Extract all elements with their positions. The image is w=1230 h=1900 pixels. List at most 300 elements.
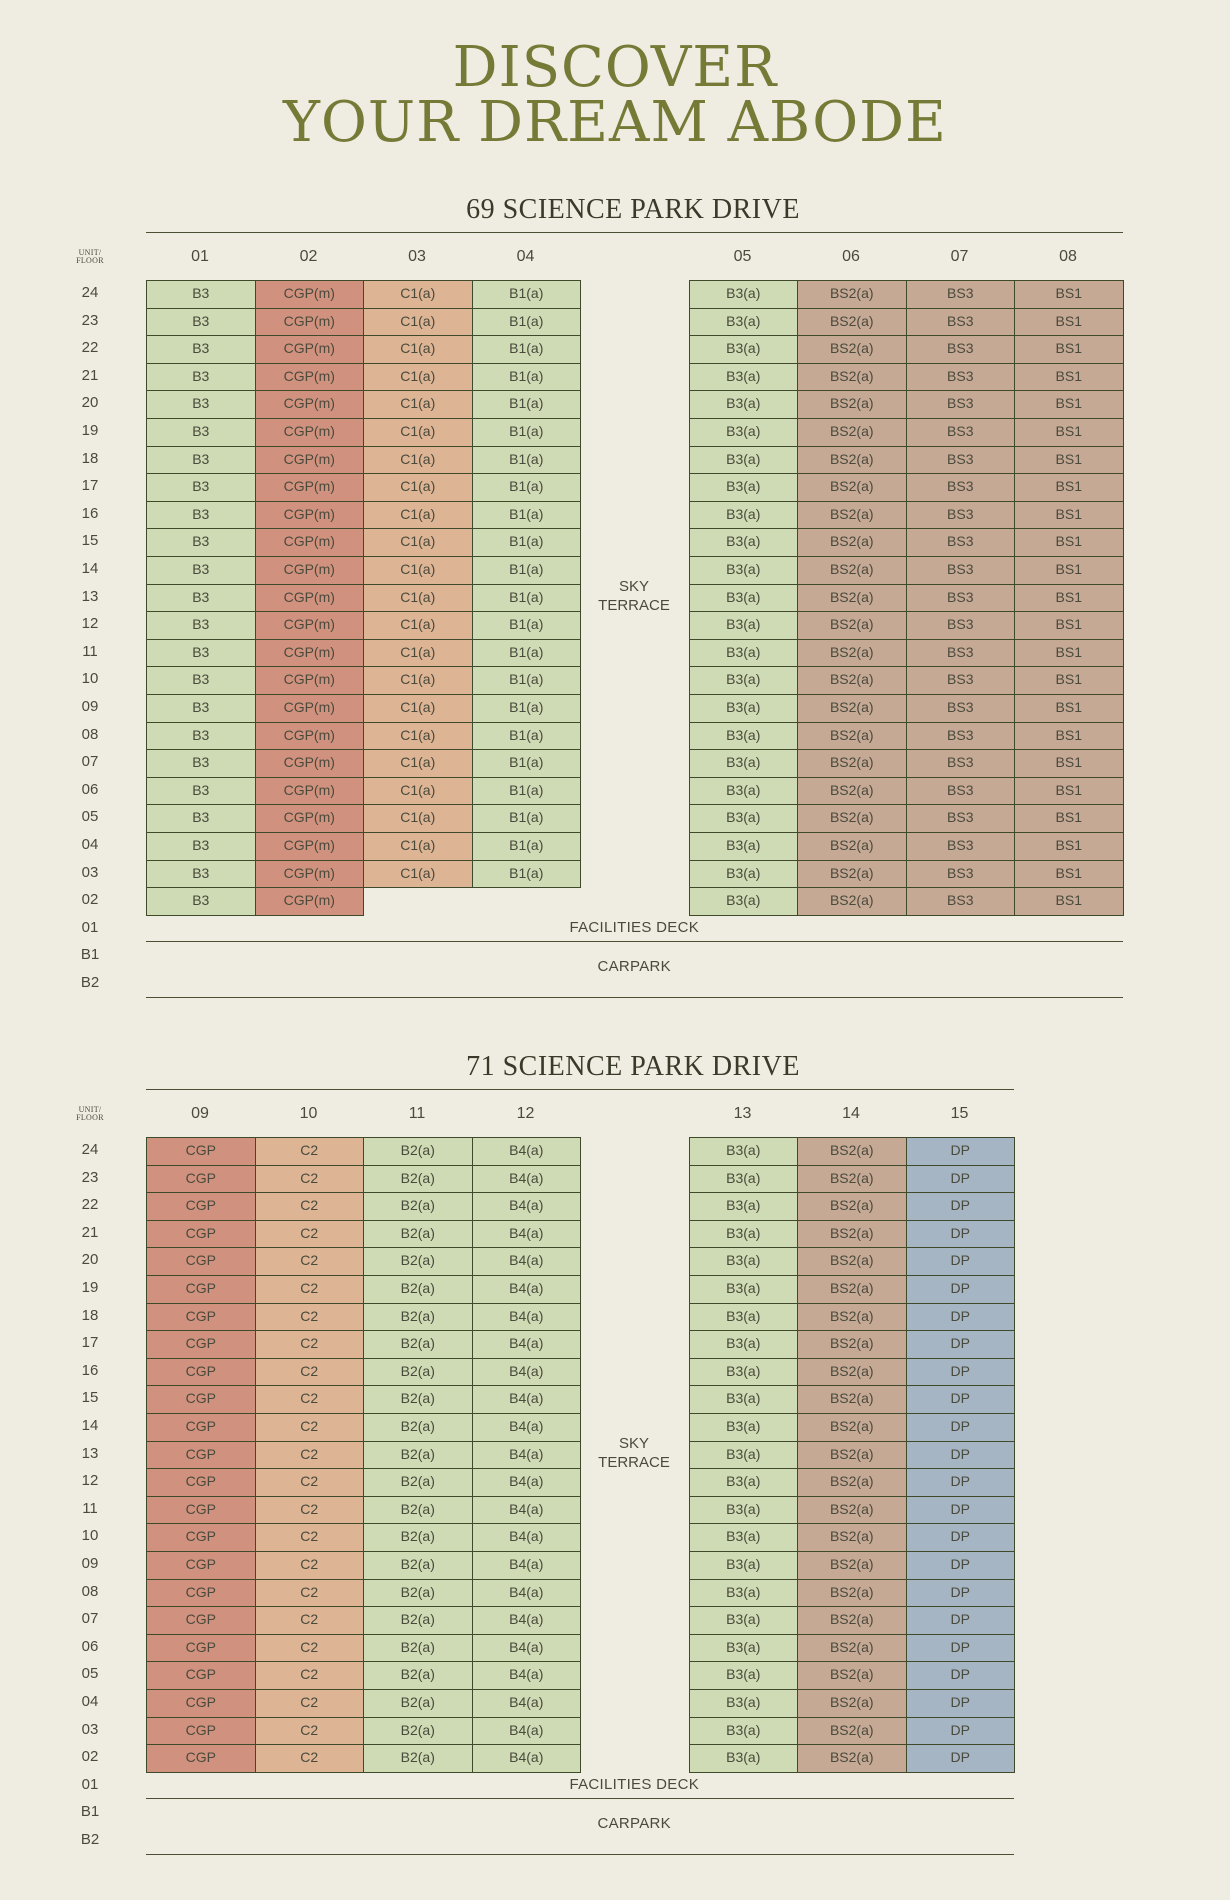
facilities-deck-label: FACILITIES DECK bbox=[569, 1775, 700, 1793]
unit-cell: BS2(a) bbox=[797, 1496, 907, 1525]
unit-cell: B3 bbox=[146, 390, 256, 419]
unit-cell: CGP(m) bbox=[255, 363, 365, 392]
unit-cell: B3(a) bbox=[689, 1275, 799, 1304]
unit-cell: BS3 bbox=[906, 832, 1016, 861]
unit-cell: BS2(a) bbox=[797, 1358, 907, 1387]
unit-column-header: 13 bbox=[733, 1105, 752, 1122]
floor-label: 12 bbox=[81, 1472, 99, 1490]
unit-cell: DP bbox=[906, 1192, 1016, 1221]
unit-cell: C2 bbox=[255, 1247, 365, 1276]
unit-cell: B3(a) bbox=[689, 1551, 799, 1580]
unit-cell: CGP(m) bbox=[255, 832, 365, 861]
floor-label: 17 bbox=[81, 477, 99, 495]
floor-label: B2 bbox=[80, 974, 100, 991]
unit-cell: B3(a) bbox=[689, 390, 799, 419]
unit-cell: B2(a) bbox=[363, 1523, 473, 1552]
unit-column-header: 11 bbox=[408, 1105, 426, 1122]
unit-cell: B2(a) bbox=[363, 1385, 473, 1414]
unit-cell: B4(a) bbox=[472, 1689, 582, 1718]
floor-label: 03 bbox=[81, 1720, 99, 1738]
unit-cell: CGP(m) bbox=[255, 639, 365, 668]
floor-label: B2 bbox=[80, 1831, 100, 1848]
unit-column-header: 09 bbox=[191, 1105, 209, 1122]
unit-cell: B1(a) bbox=[472, 335, 582, 364]
unit-cell: B3 bbox=[146, 363, 256, 392]
unit-cell: BS2(a) bbox=[797, 1468, 907, 1497]
unit-cell: B3(a) bbox=[689, 804, 799, 833]
unit-cell: BS2(a) bbox=[797, 1303, 907, 1332]
unit-cell: BS1 bbox=[1014, 280, 1124, 309]
unit-cell: BS2(a) bbox=[797, 501, 907, 530]
unit-cell: B1(a) bbox=[472, 363, 582, 392]
unit-cell: BS2(a) bbox=[797, 1606, 907, 1635]
unit-cell: B3(a) bbox=[689, 1717, 799, 1746]
unit-cell: BS2(a) bbox=[797, 1744, 907, 1773]
unit-cell: C1(a) bbox=[363, 418, 473, 447]
unit-cell: B1(a) bbox=[472, 694, 582, 723]
unit-cell: C1(a) bbox=[363, 749, 473, 778]
unit-cell: BS2(a) bbox=[797, 418, 907, 447]
floor-label: 01 bbox=[81, 1775, 99, 1793]
unit-cell: CGP(m) bbox=[255, 473, 365, 502]
unit-cell: B3 bbox=[146, 860, 256, 889]
unit-cell: B3(a) bbox=[689, 1330, 799, 1359]
floor-label: 04 bbox=[81, 836, 99, 853]
floor-label: 24 bbox=[81, 284, 99, 301]
unit-cell: BS2(a) bbox=[797, 473, 907, 502]
unit-cell: BS2(a) bbox=[797, 1634, 907, 1663]
unit-cell: DP bbox=[906, 1303, 1016, 1332]
unit-cell: B4(a) bbox=[472, 1385, 582, 1414]
unit-cell: B3 bbox=[146, 335, 256, 364]
unit-cell: B3(a) bbox=[689, 639, 799, 668]
unit-cell: BS2(a) bbox=[797, 1192, 907, 1221]
unit-cell: BS2(a) bbox=[797, 1137, 907, 1166]
floor-label: 19 bbox=[81, 422, 99, 439]
unit-cell: BS1 bbox=[1014, 777, 1124, 806]
unit-cell: DP bbox=[906, 1413, 1016, 1442]
unit-cell: B2(a) bbox=[363, 1192, 473, 1221]
unit-cell: BS1 bbox=[1014, 749, 1124, 778]
unit-cell: BS3 bbox=[906, 446, 1016, 475]
unit-cell: B1(a) bbox=[472, 584, 582, 613]
unit-cell: B4(a) bbox=[472, 1496, 582, 1525]
unit-cell: C1(a) bbox=[363, 363, 473, 392]
carpark-rule bbox=[146, 997, 1123, 998]
unit-cell: BS2(a) bbox=[797, 694, 907, 723]
unit-cell: B3 bbox=[146, 777, 256, 806]
unit-cell: BS3 bbox=[906, 418, 1016, 447]
unit-cell: CGP bbox=[146, 1247, 256, 1276]
unit-cell: B4(a) bbox=[472, 1468, 582, 1497]
unit-cell: B3(a) bbox=[689, 1468, 799, 1497]
unit-cell: B2(a) bbox=[363, 1165, 473, 1194]
unit-cell: BS1 bbox=[1014, 308, 1124, 337]
unit-cell: CGP bbox=[146, 1385, 256, 1414]
unit-cell: B4(a) bbox=[472, 1441, 582, 1470]
unit-cell: BS2(a) bbox=[797, 777, 907, 806]
unit-cell: B3(a) bbox=[689, 1192, 799, 1221]
unit-cell: BS2(a) bbox=[797, 308, 907, 337]
unit-cell: B3(a) bbox=[689, 1689, 799, 1718]
unit-column-header: 03 bbox=[408, 248, 426, 265]
unit-cell: CGP bbox=[146, 1634, 256, 1663]
unit-cell: B1(a) bbox=[472, 308, 582, 337]
unit-cell: B1(a) bbox=[472, 777, 582, 806]
unit-cell: C1(a) bbox=[363, 335, 473, 364]
unit-cell: C1(a) bbox=[363, 694, 473, 723]
unit-cell: CGP bbox=[146, 1358, 256, 1387]
unit-cell: BS2(a) bbox=[797, 1275, 907, 1304]
unit-cell: B3 bbox=[146, 418, 256, 447]
unit-cell: C2 bbox=[255, 1717, 365, 1746]
unit-cell: B1(a) bbox=[472, 473, 582, 502]
unit-cell: C2 bbox=[255, 1551, 365, 1580]
floor-label: 18 bbox=[81, 449, 99, 467]
unit-cell: BS3 bbox=[906, 390, 1016, 419]
unit-cell: B3 bbox=[146, 556, 256, 585]
unit-cell: B3(a) bbox=[689, 446, 799, 475]
unit-cell: BS2(a) bbox=[797, 1330, 907, 1359]
unit-cell: DP bbox=[906, 1661, 1016, 1690]
unit-cell: B2(a) bbox=[363, 1330, 473, 1359]
unit-cell: B1(a) bbox=[472, 860, 582, 889]
unit-cell: BS3 bbox=[906, 860, 1016, 889]
unit-cell: CGP bbox=[146, 1689, 256, 1718]
unit-cell: C1(a) bbox=[363, 584, 473, 613]
unit-cell: B3 bbox=[146, 639, 256, 668]
unit-cell: CGP(m) bbox=[255, 749, 365, 778]
unit-cell: B4(a) bbox=[472, 1192, 582, 1221]
unit-cell: C1(a) bbox=[363, 832, 473, 861]
unit-cell: CGP(m) bbox=[255, 335, 365, 364]
floor-label: 03 bbox=[81, 863, 99, 881]
unit-cell: DP bbox=[906, 1275, 1016, 1304]
unit-cell: B3(a) bbox=[689, 722, 799, 751]
unit-cell: C2 bbox=[255, 1634, 365, 1663]
unit-cell: B1(a) bbox=[472, 666, 582, 695]
unit-column-header: 12 bbox=[516, 1105, 535, 1122]
unit-cell: CGP(m) bbox=[255, 666, 365, 695]
unit-cell: B1(a) bbox=[472, 749, 582, 778]
unit-cell: BS1 bbox=[1014, 694, 1124, 723]
floor-label: 21 bbox=[81, 1223, 99, 1241]
unit-cell: C2 bbox=[255, 1579, 365, 1608]
unit-cell: CGP bbox=[146, 1137, 256, 1166]
floor-label: 17 bbox=[81, 1334, 99, 1352]
unit-cell: C2 bbox=[255, 1385, 365, 1414]
floor-label: 10 bbox=[81, 670, 99, 688]
facilities-rule bbox=[146, 941, 1123, 942]
unit-cell: C2 bbox=[255, 1358, 365, 1387]
unit-cell: BS3 bbox=[906, 722, 1016, 751]
unit-cell: B3(a) bbox=[689, 1579, 799, 1608]
unit-cell: B3 bbox=[146, 722, 256, 751]
unit-cell: B2(a) bbox=[363, 1744, 473, 1773]
unit-cell: B4(a) bbox=[472, 1661, 582, 1690]
unit-cell: B3 bbox=[146, 832, 256, 861]
floor-label: 09 bbox=[81, 698, 99, 715]
unit-cell: CGP bbox=[146, 1413, 256, 1442]
unit-cell: B3(a) bbox=[689, 1247, 799, 1276]
unit-cell: CGP bbox=[146, 1661, 256, 1690]
unit-cell: B3(a) bbox=[689, 1303, 799, 1332]
sky-terrace-label-2: TERRACE bbox=[598, 597, 670, 615]
unit-cell: B3(a) bbox=[689, 860, 799, 889]
unit-cell: B2(a) bbox=[363, 1496, 473, 1525]
unit-cell: B1(a) bbox=[472, 390, 582, 419]
unit-column-header: 07 bbox=[950, 248, 969, 265]
unit-cell: BS1 bbox=[1014, 639, 1124, 668]
unit-cell: B2(a) bbox=[363, 1551, 473, 1580]
unit-cell: C1(a) bbox=[363, 501, 473, 530]
unit-floor-label-1: UNIT/ bbox=[78, 1105, 102, 1114]
unit-cell: B2(a) bbox=[363, 1358, 473, 1387]
unit-cell: BS2(a) bbox=[797, 584, 907, 613]
unit-cell: B3(a) bbox=[689, 666, 799, 695]
floor-label: 16 bbox=[81, 504, 99, 522]
unit-cell: C2 bbox=[255, 1661, 365, 1690]
unit-cell: BS2(a) bbox=[797, 804, 907, 833]
unit-cell: B2(a) bbox=[363, 1661, 473, 1690]
unit-cell: B4(a) bbox=[472, 1247, 582, 1276]
unit-cell: BS1 bbox=[1014, 722, 1124, 751]
unit-cell: B2(a) bbox=[363, 1634, 473, 1663]
unit-cell: BS3 bbox=[906, 280, 1016, 309]
floor-label: 11 bbox=[82, 642, 98, 660]
unit-cell: BS1 bbox=[1014, 363, 1124, 392]
unit-cell: B2(a) bbox=[363, 1247, 473, 1276]
unit-cell: BS2(a) bbox=[797, 722, 907, 751]
floor-label: 24 bbox=[81, 1141, 99, 1158]
unit-cell: DP bbox=[906, 1579, 1016, 1608]
unit-cell: DP bbox=[906, 1496, 1016, 1525]
unit-cell: C2 bbox=[255, 1330, 365, 1359]
unit-cell: BS2(a) bbox=[797, 1661, 907, 1690]
unit-cell: B1(a) bbox=[472, 804, 582, 833]
unit-cell: CGP bbox=[146, 1717, 256, 1746]
unit-cell: BS1 bbox=[1014, 832, 1124, 861]
unit-cell: BS2(a) bbox=[797, 1441, 907, 1470]
unit-cell: CGP(m) bbox=[255, 501, 365, 530]
unit-cell: B3 bbox=[146, 308, 256, 337]
unit-cell: B3(a) bbox=[689, 556, 799, 585]
unit-cell: BS1 bbox=[1014, 335, 1124, 364]
unit-cell: BS1 bbox=[1014, 473, 1124, 502]
unit-cell: C2 bbox=[255, 1275, 365, 1304]
unit-cell: B3 bbox=[146, 666, 256, 695]
unit-cell: B3(a) bbox=[689, 1385, 799, 1414]
block-title: 69 SCIENCE PARK DRIVE bbox=[466, 194, 800, 225]
unit-cell: DP bbox=[906, 1385, 1016, 1414]
floor-label: 02 bbox=[81, 1748, 99, 1766]
unit-cell: B1(a) bbox=[472, 501, 582, 530]
unit-cell: B4(a) bbox=[472, 1137, 582, 1166]
block-title: 71 SCIENCE PARK DRIVE bbox=[466, 1051, 800, 1082]
unit-cell: B4(a) bbox=[472, 1634, 582, 1663]
floor-label: 05 bbox=[81, 808, 99, 826]
unit-cell: CGP(m) bbox=[255, 611, 365, 640]
unit-cell: BS1 bbox=[1014, 584, 1124, 613]
unit-cell: CGP bbox=[146, 1275, 256, 1304]
unit-cell: C1(a) bbox=[363, 860, 473, 889]
unit-cell: CGP bbox=[146, 1496, 256, 1525]
unit-cell: BS2(a) bbox=[797, 639, 907, 668]
unit-cell: B2(a) bbox=[363, 1717, 473, 1746]
unit-cell: CGP(m) bbox=[255, 528, 365, 557]
unit-cell: DP bbox=[906, 1523, 1016, 1552]
unit-cell: B3(a) bbox=[689, 584, 799, 613]
unit-cell: B2(a) bbox=[363, 1275, 473, 1304]
unit-cell: BS3 bbox=[906, 556, 1016, 585]
unit-cell: DP bbox=[906, 1689, 1016, 1718]
unit-cell: B3(a) bbox=[689, 1744, 799, 1773]
unit-cell: B3 bbox=[146, 446, 256, 475]
floor-label: 13 bbox=[81, 587, 99, 605]
unit-cell: B3(a) bbox=[689, 1634, 799, 1663]
unit-cell: DP bbox=[906, 1468, 1016, 1497]
unit-cell: BS2(a) bbox=[797, 666, 907, 695]
unit-cell: CGP(m) bbox=[255, 694, 365, 723]
floor-label: 15 bbox=[81, 1389, 99, 1407]
unit-cell: B3(a) bbox=[689, 1220, 799, 1249]
unit-cell: C2 bbox=[255, 1192, 365, 1221]
floor-label: 01 bbox=[81, 918, 99, 936]
unit-cell: B2(a) bbox=[363, 1413, 473, 1442]
unit-cell: BS1 bbox=[1014, 887, 1124, 916]
headline-line-2: YOUR DREAM ABODE bbox=[283, 90, 947, 155]
unit-cell: BS1 bbox=[1014, 501, 1124, 530]
unit-cell: B3(a) bbox=[689, 280, 799, 309]
unit-cell: CGP bbox=[146, 1523, 256, 1552]
unit-cell: B3 bbox=[146, 804, 256, 833]
floor-label: 04 bbox=[81, 1693, 99, 1710]
unit-cell: CGP bbox=[146, 1441, 256, 1470]
unit-cell: C1(a) bbox=[363, 639, 473, 668]
unit-cell: DP bbox=[906, 1358, 1016, 1387]
unit-cell: C1(a) bbox=[363, 280, 473, 309]
floor-label: 16 bbox=[81, 1361, 99, 1379]
unit-cell: B4(a) bbox=[472, 1358, 582, 1387]
unit-cell: BS2(a) bbox=[797, 611, 907, 640]
unit-cell: BS2(a) bbox=[797, 832, 907, 861]
unit-cell: BS2(a) bbox=[797, 860, 907, 889]
unit-floor-label-1: UNIT/ bbox=[78, 248, 102, 257]
unit-cell: B1(a) bbox=[472, 280, 582, 309]
unit-cell: CGP(m) bbox=[255, 887, 365, 916]
unit-cell: CGP bbox=[146, 1551, 256, 1580]
unit-cell: BS2(a) bbox=[797, 1689, 907, 1718]
unit-cell: C1(a) bbox=[363, 666, 473, 695]
unit-cell: BS3 bbox=[906, 749, 1016, 778]
unit-cell: BS3 bbox=[906, 473, 1016, 502]
unit-cell: C1(a) bbox=[363, 804, 473, 833]
unit-cell: B3(a) bbox=[689, 1606, 799, 1635]
floor-label: 20 bbox=[81, 394, 99, 412]
unit-column-header: 04 bbox=[516, 248, 535, 265]
unit-cell: B3 bbox=[146, 749, 256, 778]
floor-label: 10 bbox=[81, 1527, 99, 1545]
unit-cell: C1(a) bbox=[363, 390, 473, 419]
unit-cell: B4(a) bbox=[472, 1220, 582, 1249]
unit-cell: B3(a) bbox=[689, 528, 799, 557]
unit-cell: CGP(m) bbox=[255, 584, 365, 613]
unit-column-header: 02 bbox=[299, 248, 318, 265]
unit-cell: DP bbox=[906, 1551, 1016, 1580]
unit-cell: C2 bbox=[255, 1468, 365, 1497]
floor-label: 07 bbox=[81, 1610, 99, 1628]
unit-cell: BS3 bbox=[906, 584, 1016, 613]
unit-column-header: 14 bbox=[842, 1105, 860, 1122]
floor-label: 12 bbox=[81, 615, 99, 633]
unit-cell: B1(a) bbox=[472, 832, 582, 861]
unit-cell: CGP(m) bbox=[255, 308, 365, 337]
unit-cell: B1(a) bbox=[472, 446, 582, 475]
unit-cell: BS3 bbox=[906, 611, 1016, 640]
unit-cell: B3 bbox=[146, 280, 256, 309]
unit-cell: CGP bbox=[146, 1330, 256, 1359]
unit-cell: B3(a) bbox=[689, 501, 799, 530]
unit-column-header: 08 bbox=[1059, 248, 1077, 265]
unit-cell: BS3 bbox=[906, 804, 1016, 833]
unit-cell: BS2(a) bbox=[797, 1717, 907, 1746]
unit-cell: B3(a) bbox=[689, 887, 799, 916]
unit-cell: C1(a) bbox=[363, 528, 473, 557]
unit-cell: B3(a) bbox=[689, 1165, 799, 1194]
unit-cell: B2(a) bbox=[363, 1468, 473, 1497]
unit-cell: C2 bbox=[255, 1744, 365, 1773]
unit-cell: B3(a) bbox=[689, 1661, 799, 1690]
floor-label: B1 bbox=[80, 946, 100, 964]
unit-cell: BS2(a) bbox=[797, 363, 907, 392]
unit-cell: BS3 bbox=[906, 777, 1016, 806]
unit-cell: B4(a) bbox=[472, 1303, 582, 1332]
unit-cell: B3(a) bbox=[689, 308, 799, 337]
unit-cell: B3(a) bbox=[689, 1523, 799, 1552]
unit-column-header: 01 bbox=[191, 248, 209, 265]
unit-cell: B3(a) bbox=[689, 1413, 799, 1442]
unit-cell: B3 bbox=[146, 611, 256, 640]
unit-cell: B3(a) bbox=[689, 1358, 799, 1387]
unit-cell: BS1 bbox=[1014, 611, 1124, 640]
unit-cell: C1(a) bbox=[363, 777, 473, 806]
unit-cell: CGP(m) bbox=[255, 860, 365, 889]
headline-line-1: DISCOVER bbox=[452, 35, 778, 100]
unit-cell: BS1 bbox=[1014, 860, 1124, 889]
unit-cell: B3(a) bbox=[689, 363, 799, 392]
unit-cell: BS1 bbox=[1014, 528, 1124, 557]
unit-cell: B3 bbox=[146, 584, 256, 613]
floor-label: 20 bbox=[81, 1251, 99, 1269]
carpark-label: CARPARK bbox=[597, 958, 671, 976]
unit-cell: C1(a) bbox=[363, 611, 473, 640]
unit-cell: B3(a) bbox=[689, 777, 799, 806]
unit-cell: B3 bbox=[146, 473, 256, 502]
unit-cell: BS3 bbox=[906, 694, 1016, 723]
unit-cell: BS1 bbox=[1014, 418, 1124, 447]
unit-cell: CGP bbox=[146, 1744, 256, 1773]
unit-cell: B2(a) bbox=[363, 1606, 473, 1635]
unit-cell: B3(a) bbox=[689, 832, 799, 861]
unit-column-header: 10 bbox=[299, 1105, 318, 1122]
unit-cell: C2 bbox=[255, 1413, 365, 1442]
unit-cell: DP bbox=[906, 1247, 1016, 1276]
unit-cell: BS1 bbox=[1014, 666, 1124, 695]
floor-label: 23 bbox=[81, 1168, 99, 1186]
unit-cell: CGP bbox=[146, 1220, 256, 1249]
unit-cell: CGP(m) bbox=[255, 804, 365, 833]
carpark-rule bbox=[146, 1854, 1014, 1855]
